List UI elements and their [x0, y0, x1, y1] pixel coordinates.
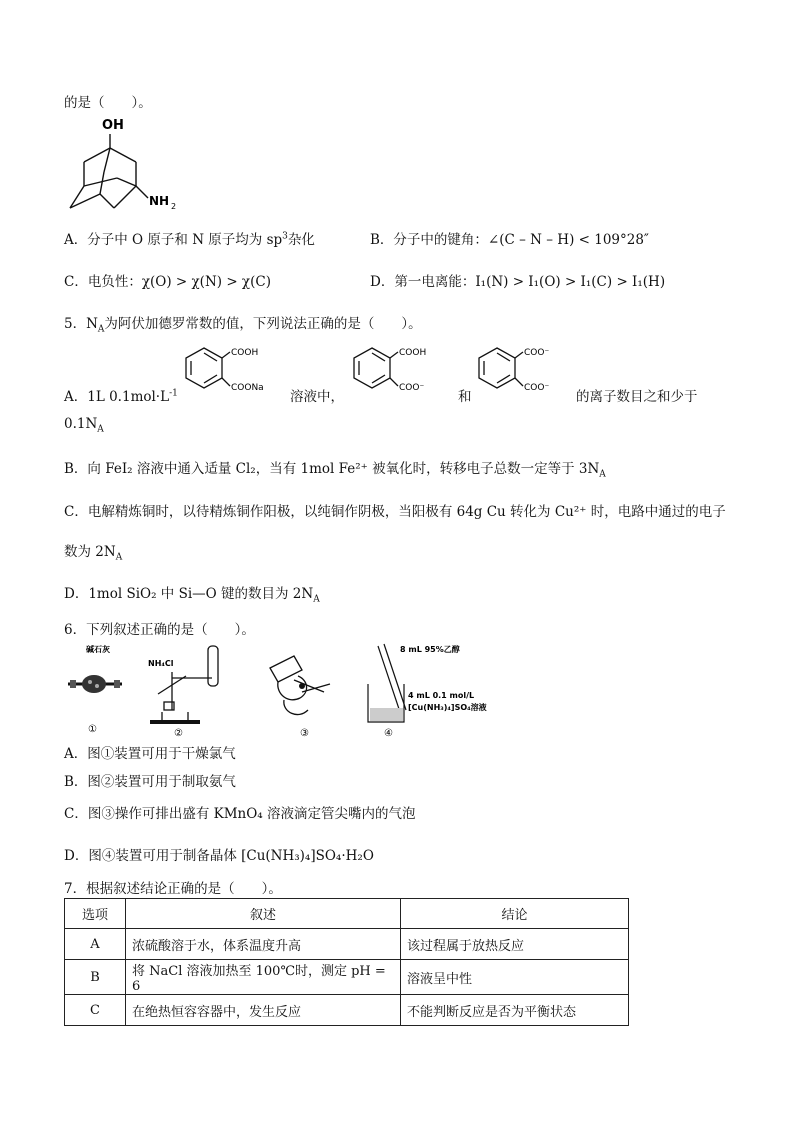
fig2-number: ② — [174, 728, 183, 738]
row-b-conclusion: 溶液呈中性 — [401, 960, 629, 995]
q5-stem-sub: A — [97, 324, 105, 335]
row-a-conclusion: 该过程属于放热反应 — [401, 929, 629, 960]
table-row — [65, 929, 629, 960]
header-option: 选项 — [65, 899, 126, 929]
struct3-top-label: COO⁻ — [524, 348, 550, 358]
drying-tube-figure — [68, 644, 122, 735]
header-statement: 叙述 — [126, 899, 401, 929]
mol-nh-sub: 2 — [171, 202, 177, 211]
row-c-option: C — [65, 995, 126, 1026]
q4-option-c[interactable]: C．电负性：χ(O) > χ(N) > χ(C) — [64, 274, 271, 290]
phthalate-structure-1 — [182, 340, 286, 400]
burette-bubble-figure — [270, 656, 330, 738]
q5-option-c-line2 — [64, 540, 123, 563]
phthalate-structure-3 — [475, 340, 579, 400]
fig4-label-bot: [Cu(NH₃)₄]SO₄溶液 — [408, 703, 487, 712]
phthalate-structure-2 — [350, 340, 454, 400]
q4-option-a-sup: 3 — [282, 231, 288, 242]
q5-stem — [64, 312, 422, 335]
q5-option-a-sup: -1 — [169, 388, 178, 399]
q5-stem-text: 为阿伏加德罗常数的值，下列说法正确的是（ ）。 — [104, 316, 422, 332]
fig2-label: NH₄Cl — [148, 659, 174, 668]
ammonia-apparatus-figure — [148, 646, 218, 738]
q5-option-b[interactable] — [64, 457, 606, 480]
q5-option-a-pre[interactable] — [64, 385, 178, 405]
row-c-conclusion: 不能判断反应是否为平衡状态 — [401, 995, 629, 1026]
q5-option-a-line2 — [64, 416, 104, 435]
mol-nh-label: NH — [149, 194, 170, 208]
q5-option-d-text: D．1mol SiO₂ 中 Si—O 键的数目为 2N — [64, 586, 314, 602]
q5-option-d-sub: A — [313, 594, 320, 605]
row-b-statement: 将 NaCl 溶液加热至 100℃时，测定 pH = 6 — [126, 960, 401, 995]
struct1-bottom-label: COONa — [231, 383, 264, 393]
fig3-number: ③ — [300, 728, 309, 738]
q5-option-a-line2-text: 0.1N — [64, 416, 98, 432]
struct2-bottom-label: COO⁻ — [399, 383, 425, 393]
q4-option-b[interactable]: B．分子中的键角：∠(C – N – H) < 109°28″ — [370, 232, 649, 248]
q5-stem-number: 5．N — [64, 316, 98, 332]
struct2-top-label: COOH — [399, 348, 427, 358]
q6-option-b[interactable]: B．图②装置可用于制取氨气 — [64, 774, 236, 790]
q5-option-a-and: 和 — [458, 389, 472, 405]
q5-option-a-post: 的离子数目之和少于 — [576, 389, 698, 405]
q4-option-a-post: 杂化 — [287, 232, 315, 248]
q5-option-c[interactable]: C．电解精炼铜时，以待精炼铜作阳极，以纯铜作阴极，当阳极有 64g Cu 转化为 Cu²⁺ 时，电路中通过的电子 — [64, 504, 726, 520]
q5-option-d[interactable] — [64, 582, 320, 605]
q5-option-b-sub: A — [599, 469, 606, 480]
q6-option-c[interactable]: C．图③操作可排出盛有 KMnO₄ 溶液滴定管尖嘴内的气泡 — [64, 806, 416, 822]
q6-stem: 6．下列叙述正确的是（ ）。 — [64, 622, 255, 638]
q5-option-c-line2-sub: A — [115, 552, 123, 563]
row-a-option: A — [65, 929, 126, 960]
q4-stem-end: 的是（ ）。 — [64, 95, 152, 111]
q4-option-d[interactable]: D．第一电离能：I₁(N) > I₁(O) > I₁(C) > I₁(H) — [370, 274, 666, 290]
q5-option-a-mid: 溶液中， — [290, 389, 344, 405]
fig1-label: 碱石灰 — [86, 645, 110, 654]
q7-stem: 7．根据叙述结论正确的是（ ）。 — [64, 881, 282, 897]
table-row — [65, 995, 629, 1026]
fig4-label-mid: 4 mL 0.1 mol/L — [408, 691, 475, 700]
row-a-statement: 浓硫酸溶于水，体系温度升高 — [126, 929, 401, 960]
header-conclusion: 结论 — [401, 899, 629, 929]
q6-option-d[interactable]: D．图④装置可用于制备晶体 [Cu(NH₃)₄]SO₄·H₂O — [64, 848, 374, 864]
mol-oh-label: OH — [102, 118, 124, 133]
struct1-top-label: COOH — [231, 348, 259, 358]
q6-option-a[interactable]: A．图①装置可用于干燥氯气 — [64, 746, 236, 762]
row-b-option: B — [65, 960, 126, 995]
q7-table — [64, 898, 629, 1026]
amino-adamantanol-structure — [62, 112, 192, 214]
row-c-statement: 在绝热恒容容器中，发生反应 — [126, 995, 401, 1026]
fig4-label-top: 8 mL 95%乙醇 — [400, 645, 460, 654]
q4-option-a-text: A．分子中 O 原子和 N 原子均为 sp — [64, 232, 283, 248]
q5-option-b-text: B．向 FeI₂ 溶液中通入适量 Cl₂，当有 1mol Fe²⁺ 被氧化时，转移电子总数一定等于 3N — [64, 461, 600, 477]
crystal-prep-figure — [368, 644, 487, 738]
table-header-row — [65, 899, 629, 929]
struct3-bottom-label: COO⁻ — [524, 383, 550, 393]
table-row — [65, 960, 629, 995]
q5-option-a-line2-sub: A — [97, 424, 104, 435]
fig4-number: ④ — [384, 728, 393, 738]
q4-option-a[interactable] — [64, 228, 315, 248]
q5-option-c-line2-text: 数为 2N — [64, 544, 116, 560]
q6-apparatus-figures — [62, 640, 512, 738]
q5-option-a-text: A．1L 0.1mol·L — [64, 389, 170, 405]
fig1-number: ① — [88, 724, 97, 735]
